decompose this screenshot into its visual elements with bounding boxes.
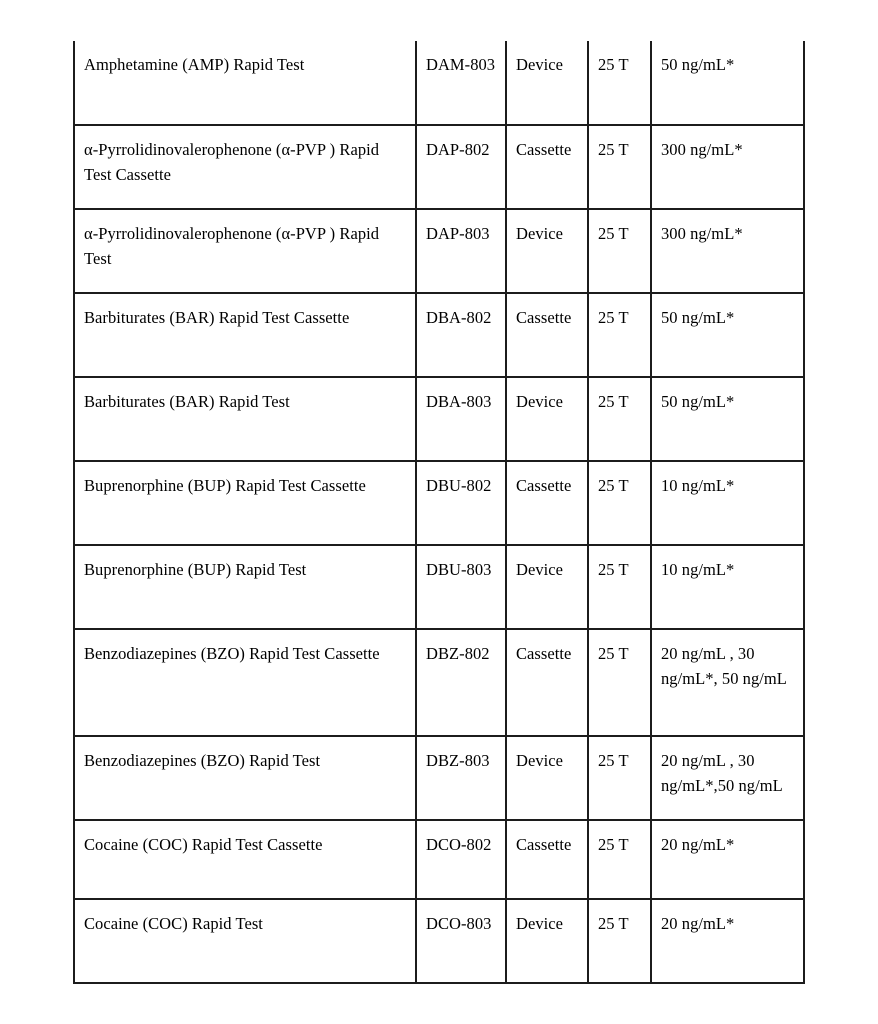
cell-product-name: α-Pyrrolidinovalerophenone (α-PVP ) Rapid Test Cassette [74, 125, 416, 209]
cell-format: Cassette [506, 293, 588, 377]
cell-quantity: 25 T [588, 461, 651, 545]
table-row [74, 125, 804, 209]
cell-quantity: 25 T [588, 125, 651, 209]
table-row [74, 41, 804, 125]
cell-catalog-number: DBZ-802 [416, 629, 506, 736]
cell-catalog-number: DBU-802 [416, 461, 506, 545]
cell-concentration: 300 ng/mL* [651, 209, 804, 293]
cell-catalog-number: DBU-803 [416, 545, 506, 629]
cell-format: Cassette [506, 125, 588, 209]
cell-concentration: 20 ng/mL , 30 ng/mL*, 50 ng/mL [651, 629, 804, 736]
cell-product-name: Barbiturates (BAR) Rapid Test Cassette [74, 293, 416, 377]
cell-product-name: Buprenorphine (BUP) Rapid Test [74, 545, 416, 629]
cell-format: Cassette [506, 820, 588, 899]
cell-product-name: Benzodiazepines (BZO) Rapid Test [74, 736, 416, 820]
cell-product-name: α-Pyrrolidinovalerophenone (α-PVP ) Rapid Test [74, 209, 416, 293]
product-table-container [73, 41, 803, 984]
cell-format: Device [506, 899, 588, 983]
cell-catalog-number: DBZ-803 [416, 736, 506, 820]
product-specification-table [73, 41, 805, 984]
table-row [74, 820, 804, 899]
cell-quantity: 25 T [588, 209, 651, 293]
table-row [74, 545, 804, 629]
cell-quantity: 25 T [588, 377, 651, 461]
table-row [74, 736, 804, 820]
table-row [74, 461, 804, 545]
cell-concentration: 300 ng/mL* [651, 125, 804, 209]
cell-catalog-number: DCO-803 [416, 899, 506, 983]
cell-concentration: 10 ng/mL* [651, 461, 804, 545]
table-row [74, 293, 804, 377]
cell-format: Device [506, 209, 588, 293]
cell-catalog-number: DCO-802 [416, 820, 506, 899]
cell-concentration: 50 ng/mL* [651, 377, 804, 461]
table-row [74, 377, 804, 461]
cell-format: Cassette [506, 461, 588, 545]
table-row [74, 209, 804, 293]
cell-quantity: 25 T [588, 41, 651, 125]
cell-catalog-number: DAP-802 [416, 125, 506, 209]
cell-product-name: Buprenorphine (BUP) Rapid Test Cassette [74, 461, 416, 545]
cell-catalog-number: DAP-803 [416, 209, 506, 293]
cell-catalog-number: DBA-803 [416, 377, 506, 461]
cell-concentration: 50 ng/mL* [651, 293, 804, 377]
table-row [74, 629, 804, 736]
cell-quantity: 25 T [588, 629, 651, 736]
table-row [74, 899, 804, 983]
cell-concentration: 20 ng/mL* [651, 899, 804, 983]
cell-format: Device [506, 736, 588, 820]
cell-quantity: 25 T [588, 293, 651, 377]
table-body [74, 41, 804, 983]
cell-concentration: 20 ng/mL* [651, 820, 804, 899]
cell-concentration: 20 ng/mL , 30 ng/mL*,50 ng/mL [651, 736, 804, 820]
cell-quantity: 25 T [588, 545, 651, 629]
cell-product-name: Benzodiazepines (BZO) Rapid Test Cassette [74, 629, 416, 736]
cell-format: Cassette [506, 629, 588, 736]
cell-product-name: Cocaine (COC) Rapid Test Cassette [74, 820, 416, 899]
cell-quantity: 25 T [588, 736, 651, 820]
cell-quantity: 25 T [588, 820, 651, 899]
cell-format: Device [506, 377, 588, 461]
cell-format: Device [506, 545, 588, 629]
cell-concentration: 50 ng/mL* [651, 41, 804, 125]
cell-concentration: 10 ng/mL* [651, 545, 804, 629]
cell-quantity: 25 T [588, 899, 651, 983]
cell-catalog-number: DBA-802 [416, 293, 506, 377]
cell-product-name: Cocaine (COC) Rapid Test [74, 899, 416, 983]
cell-catalog-number: DAM-803 [416, 41, 506, 125]
cell-format: Device [506, 41, 588, 125]
cell-product-name: Barbiturates (BAR) Rapid Test [74, 377, 416, 461]
cell-product-name: Amphetamine (AMP) Rapid Test [74, 41, 416, 125]
